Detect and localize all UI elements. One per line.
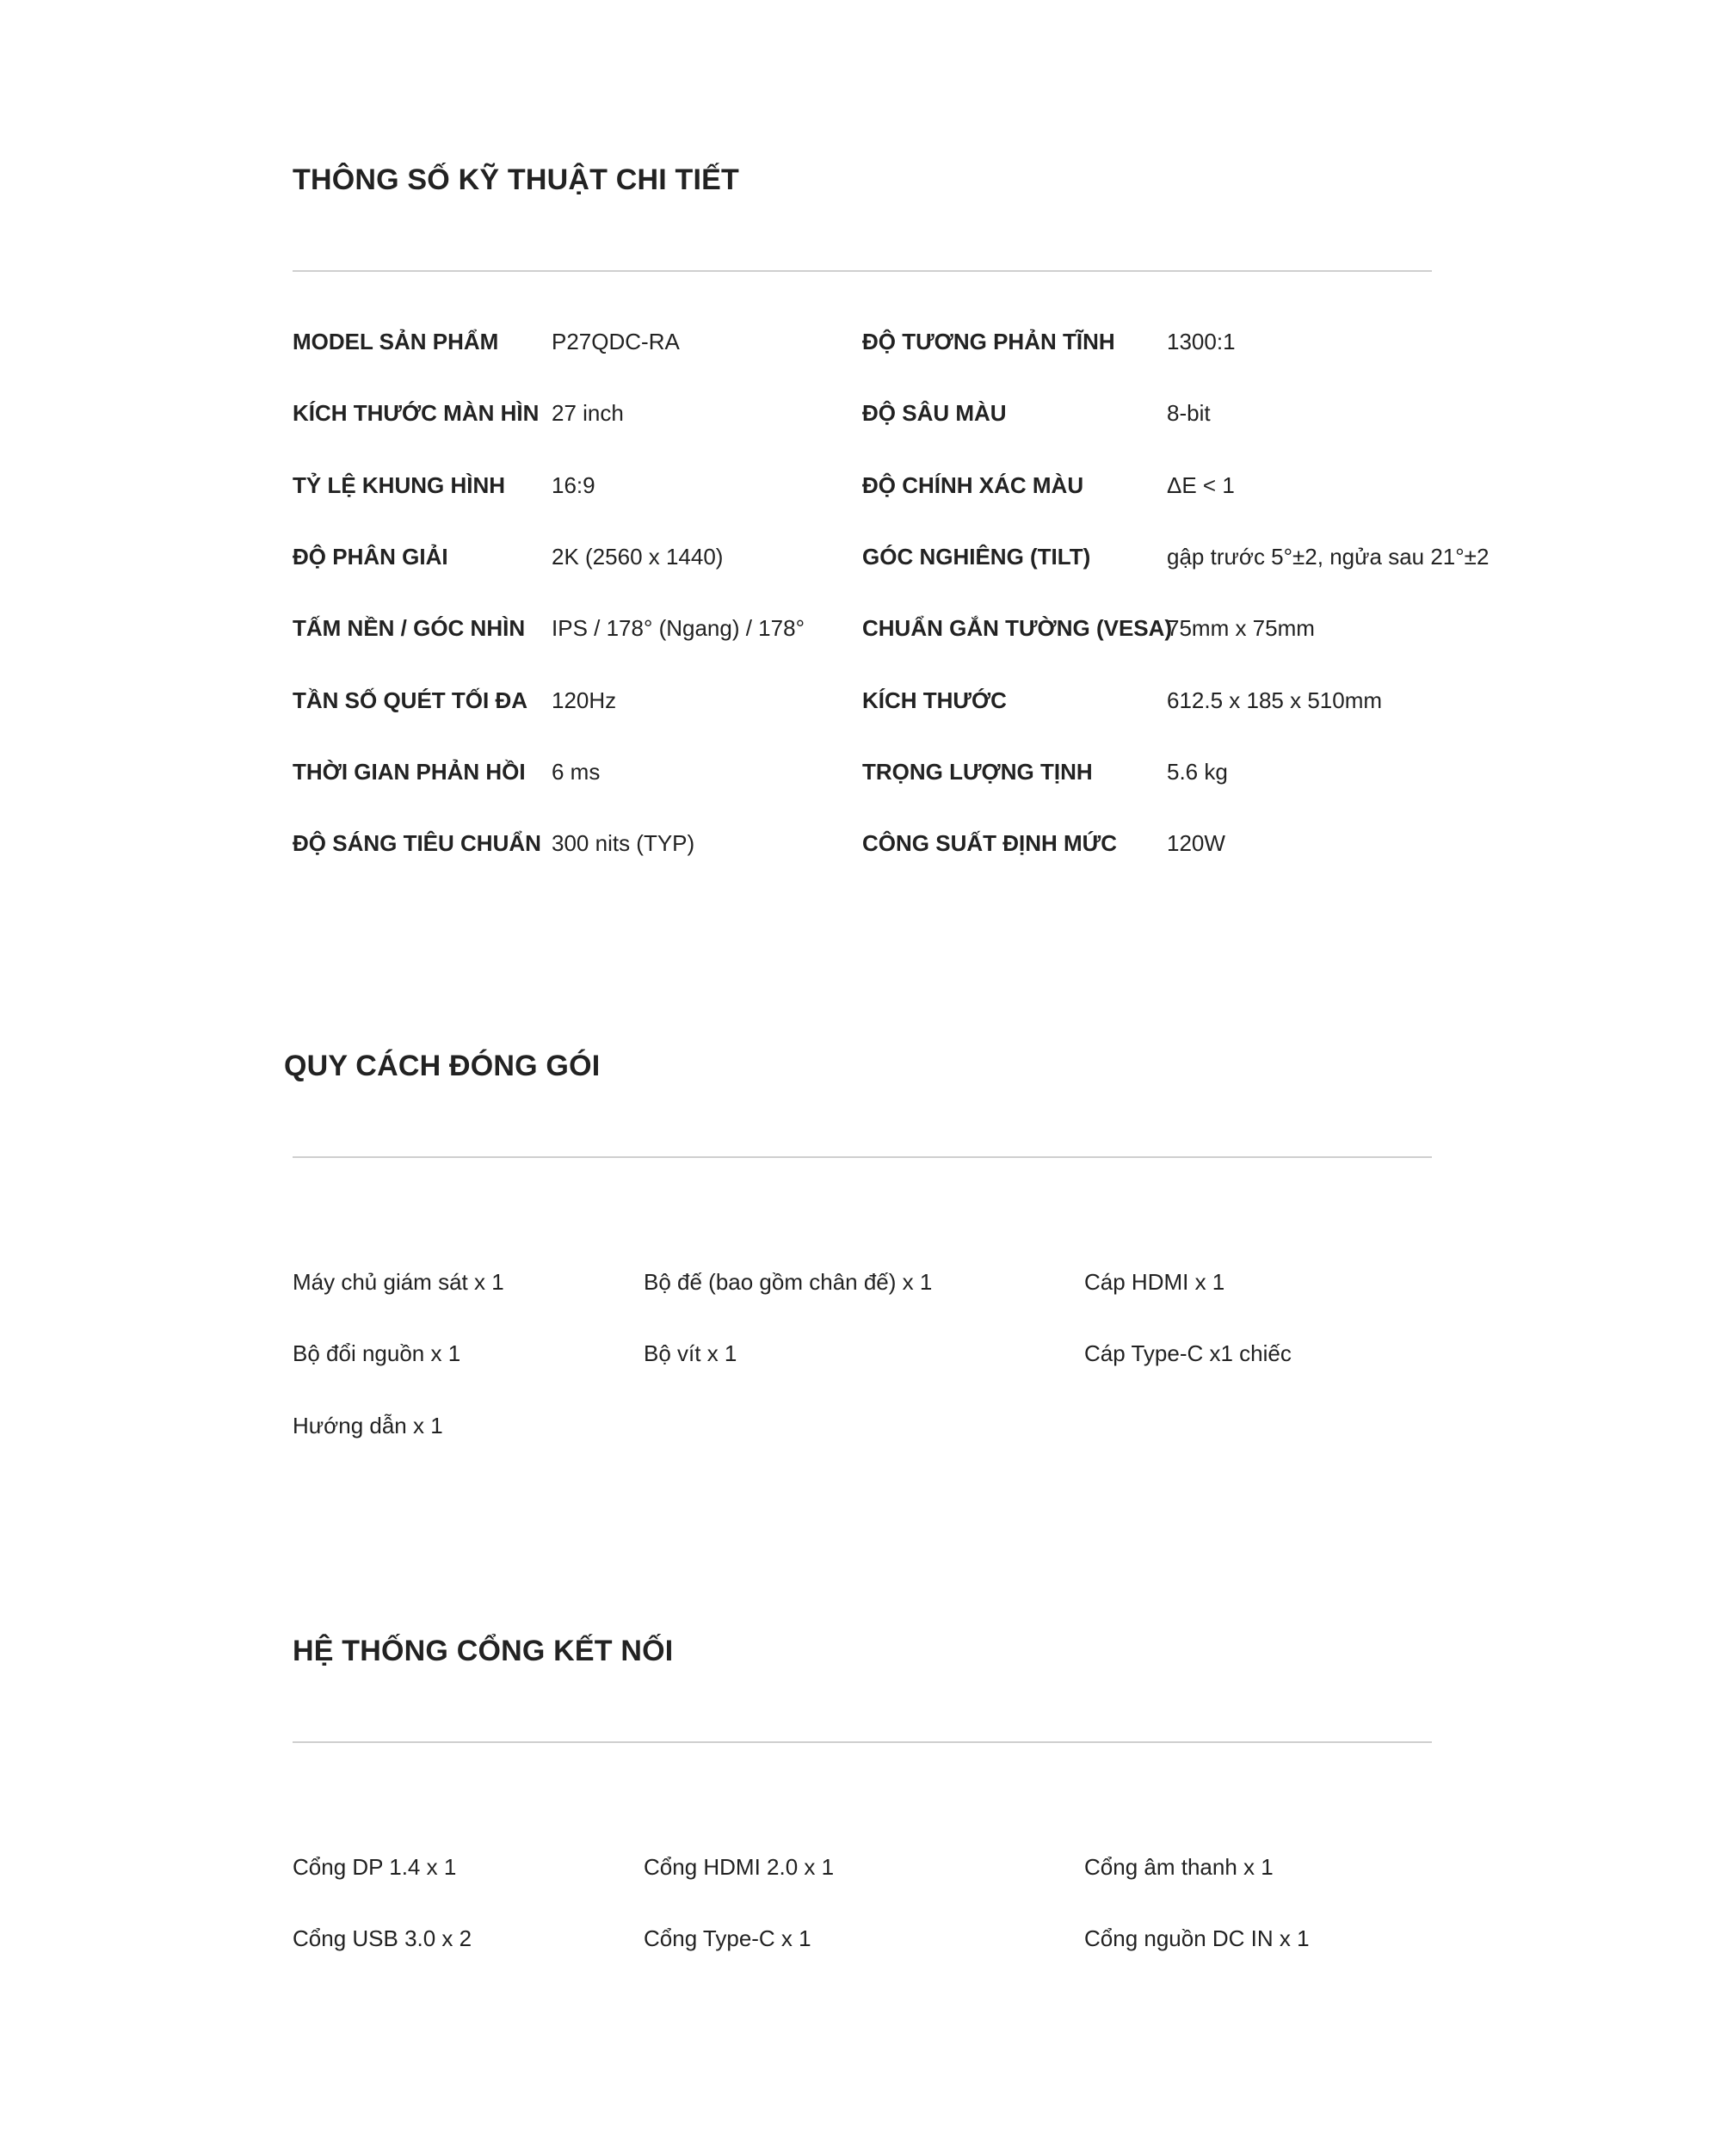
port-item: Cổng Type-C x 1 xyxy=(644,1925,811,1951)
spec-label-brightness: ĐỘ SÁNG TIÊU CHUẨN xyxy=(293,830,541,856)
spec-value-contrast: 1300:1 xyxy=(1167,329,1236,354)
spec-label-refresh-rate: TẦN SỐ QUÉT TỐI ĐA xyxy=(293,687,527,713)
spec-label-net-weight: TRỌNG LƯỢNG TỊNH xyxy=(862,759,1093,785)
packaging-item: Bộ đế (bao gồm chân đế) x 1 xyxy=(644,1269,933,1295)
spec-value-net-weight: 5.6 kg xyxy=(1167,759,1228,785)
spec-label-resolution: ĐỘ PHÂN GIẢI xyxy=(293,544,448,570)
spec-value-color-depth: 8-bit xyxy=(1167,400,1211,426)
spec-label-contrast: ĐỘ TƯƠNG PHẢN TĨNH xyxy=(862,329,1115,354)
ports-title: HỆ THỐNG CỔNG KẾT NỐI xyxy=(293,1635,674,1667)
spec-label-model: MODEL SẢN PHẨM xyxy=(293,329,499,354)
packaging-item: Bộ vít x 1 xyxy=(644,1340,737,1366)
port-item: Cổng USB 3.0 x 2 xyxy=(293,1925,472,1951)
spec-value-vesa: 75mm x 75mm xyxy=(1167,615,1315,641)
spec-value-response-time: 6 ms xyxy=(552,759,601,785)
spec-label-tilt: GÓC NGHIÊNG (TILT) xyxy=(862,544,1091,570)
spec-value-resolution: 2K (2560 x 1440) xyxy=(552,544,724,570)
spec-value-tilt: gập trước 5°±2, ngửa sau 21°±2 xyxy=(1167,544,1490,570)
packaging-item: Máy chủ giám sát x 1 xyxy=(293,1269,504,1295)
port-item: Cổng HDMI 2.0 x 1 xyxy=(644,1854,835,1880)
packaging-item: Cáp HDMI x 1 xyxy=(1084,1269,1225,1295)
spec-label-power: CÔNG SUẤT ĐỊNH MỨC xyxy=(862,830,1118,856)
port-item: Cổng nguồn DC IN x 1 xyxy=(1084,1925,1310,1951)
spec-label-color-depth: ĐỘ SÂU MÀU xyxy=(862,400,1007,426)
packaging-divider xyxy=(293,1156,1432,1158)
spec-value-model: P27QDC-RA xyxy=(552,329,680,354)
specs-divider xyxy=(293,270,1432,272)
spec-value-panel: IPS / 178° (Ngang) / 178° xyxy=(552,615,805,641)
spec-label-aspect-ratio: TỶ LỆ KHUNG HÌNH xyxy=(293,472,505,498)
spec-value-aspect-ratio: 16:9 xyxy=(552,472,595,498)
spec-label-screen-size: KÍCH THƯỚC MÀN HÌN xyxy=(293,400,540,426)
packaging-title: QUY CÁCH ĐÓNG GÓI xyxy=(284,1050,601,1082)
spec-value-screen-size: 27 inch xyxy=(552,400,624,426)
spec-value-color-accuracy: ΔE < 1 xyxy=(1167,472,1235,498)
packaging-item: Bộ đổi nguồn x 1 xyxy=(293,1340,461,1366)
specs-title: THÔNG SỐ KỸ THUẬT CHI TIẾT xyxy=(293,163,739,196)
ports-divider xyxy=(293,1741,1432,1743)
spec-value-brightness: 300 nits (TYP) xyxy=(552,830,695,856)
spec-value-dimensions: 612.5 x 185 x 510mm xyxy=(1167,687,1383,713)
packaging-item: Cáp Type-C x1 chiếc xyxy=(1084,1340,1292,1366)
spec-label-vesa: CHUẨN GẮN TƯỜNG (VESA) xyxy=(862,615,1173,641)
spec-label-panel: TẤM NỀN / GÓC NHÌN xyxy=(293,615,526,641)
packaging-item: Hướng dẫn x 1 xyxy=(293,1413,443,1438)
port-item: Cổng âm thanh x 1 xyxy=(1084,1854,1274,1880)
spec-value-power: 120W xyxy=(1167,830,1225,856)
spec-label-color-accuracy: ĐỘ CHÍNH XÁC MÀU xyxy=(862,472,1084,498)
port-item: Cổng DP 1.4 x 1 xyxy=(293,1854,457,1880)
spec-label-response-time: THỜI GIAN PHẢN HỒI xyxy=(293,759,526,785)
spec-label-dimensions: KÍCH THƯỚC xyxy=(862,687,1007,713)
spec-value-refresh-rate: 120Hz xyxy=(552,687,617,713)
